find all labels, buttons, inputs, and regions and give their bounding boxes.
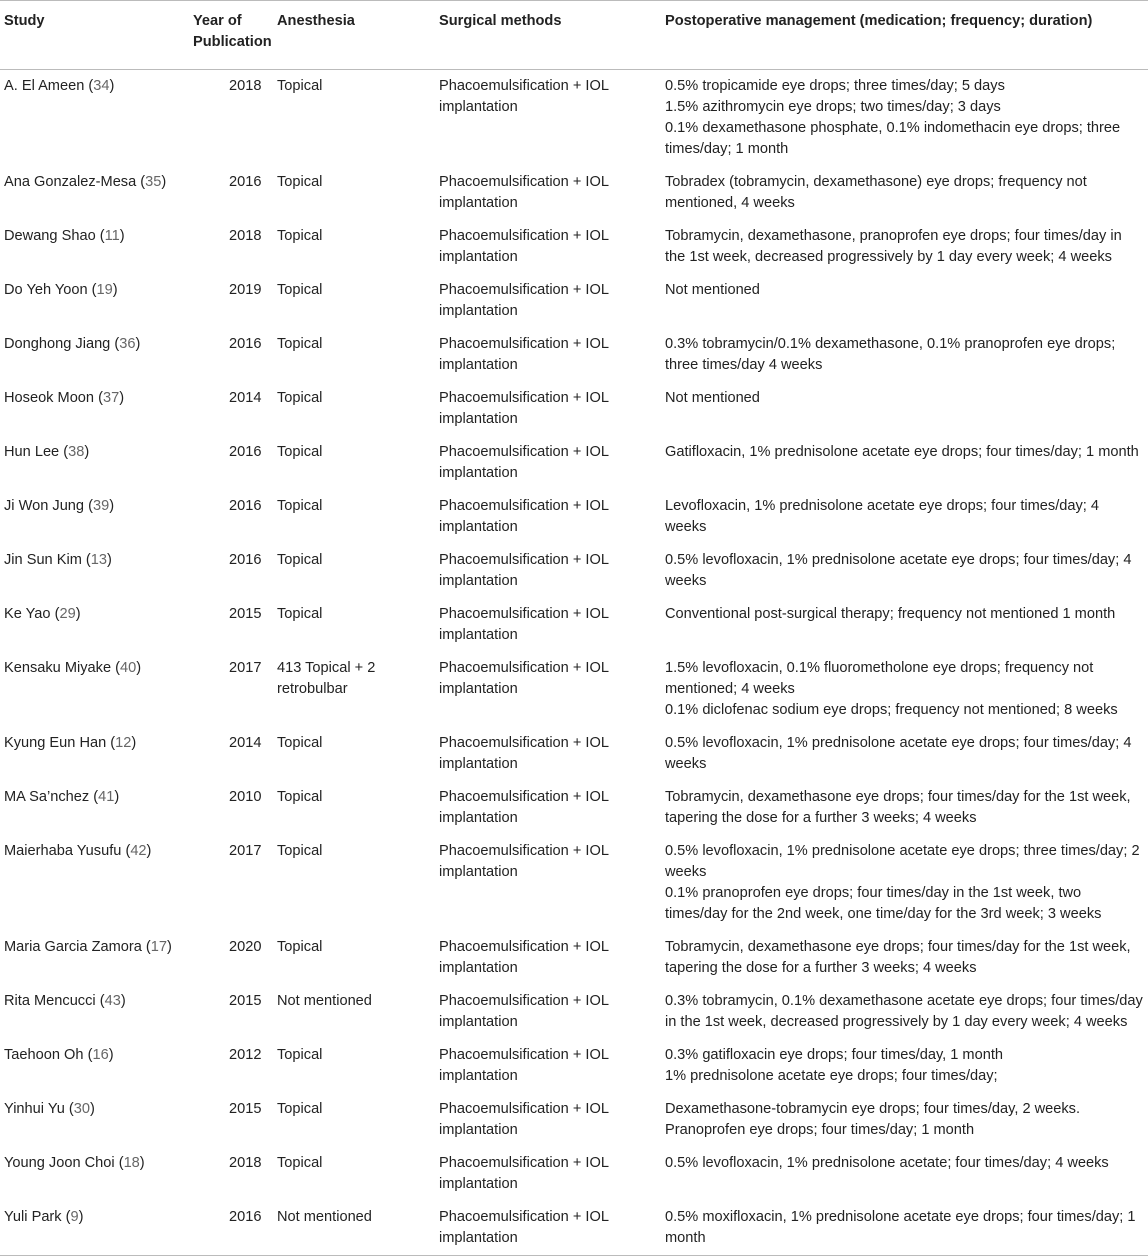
table-row <box>0 652 1148 727</box>
study-cell: Hun Lee (38) <box>4 444 90 460</box>
study-cell: Yuli Park (9) <box>4 1209 84 1225</box>
table-row <box>0 1039 1148 1093</box>
postoperative-line: Conventional post-surgical therapy; frequency not mentioned 1 month <box>665 606 1116 622</box>
anesthesia-cell: Not mentioned <box>277 993 372 1009</box>
table-row <box>0 166 1148 220</box>
study-name: Hoseok Moon <box>4 390 95 406</box>
study-name: Young Joon Choi <box>4 1155 115 1171</box>
anesthesia-cell: Topical <box>277 735 323 751</box>
anesthesia-cell: Topical <box>277 843 323 859</box>
study-name: Yuli Park <box>4 1209 62 1225</box>
surgical-method-cell: Phacoemulsification + IOL implantation <box>439 444 609 481</box>
postoperative-line: 0.3% gatifloxacin eye drops; four times/day, 1 month <box>665 1047 1003 1063</box>
postoperative-cell <box>665 1201 1148 1256</box>
year-cell: 2019 <box>229 282 262 298</box>
year-cell: 2018 <box>229 78 262 94</box>
surgical-method-cell: Phacoemulsification + IOL implantation <box>439 78 609 115</box>
postoperative-line: Levofloxacin, 1% prednisolone acetate eye drops; four times/day; 4 weeks <box>665 498 1100 535</box>
year-cell: 2018 <box>229 228 262 244</box>
header-anesthesia: Anesthesia <box>277 1 439 70</box>
study-cell: Jin Sun Kim (13) <box>4 552 112 568</box>
postoperative-cell <box>665 835 1148 931</box>
anesthesia-cell: Topical <box>277 282 323 298</box>
study-name: Ke Yao <box>4 606 51 622</box>
year-cell: 2015 <box>229 606 262 622</box>
table-row <box>0 70 1148 167</box>
anesthesia-cell: Topical <box>277 789 323 805</box>
reference-link[interactable]: 40 <box>120 660 137 676</box>
reference-link[interactable]: 41 <box>98 789 115 805</box>
study-name: Kyung Eun Han <box>4 735 107 751</box>
reference-link[interactable]: 30 <box>73 1101 91 1117</box>
reference-link[interactable]: 39 <box>92 498 110 514</box>
reference-link[interactable]: 17 <box>150 939 168 955</box>
reference-link[interactable]: 16 <box>92 1047 109 1063</box>
table-row <box>0 1147 1148 1201</box>
postoperative-cell <box>665 727 1148 781</box>
header-row <box>0 1 1148 70</box>
study-name: Donghong Jiang <box>4 336 111 352</box>
postoperative-cell <box>665 436 1148 490</box>
anesthesia-cell: Topical <box>277 498 323 514</box>
reference-link[interactable]: 13 <box>90 552 108 568</box>
anesthesia-cell: Topical <box>277 606 323 622</box>
postoperative-cell <box>665 1147 1148 1201</box>
table-row <box>0 1201 1148 1256</box>
postoperative-cell <box>665 490 1148 544</box>
postoperative-cell <box>665 328 1148 382</box>
surgical-method-cell: Phacoemulsification + IOL implantation <box>439 228 609 265</box>
anesthesia-cell: Topical <box>277 552 323 568</box>
postoperative-line: 0.5% levofloxacin, 1% prednisolone acetate eye drops; four times/day; 4 weeks <box>665 735 1132 772</box>
table-row <box>0 835 1148 931</box>
surgical-method-cell: Phacoemulsification + IOL implantation <box>439 282 609 319</box>
postoperative-line: 0.5% levofloxacin, 1% prednisolone acetate; four times/day; 4 weeks <box>665 1155 1109 1171</box>
postoperative-line: 0.1% dexamethasone phosphate, 0.1% indomethacin eye drops; three times/day; 1 month <box>665 120 1121 157</box>
reference-link[interactable]: 36 <box>119 336 136 352</box>
year-cell: 2014 <box>229 390 262 406</box>
year-cell: 2015 <box>229 993 262 1009</box>
surgical-method-cell: Phacoemulsification + IOL implantation <box>439 1209 609 1246</box>
postoperative-line: 0.5% levofloxacin, 1% prednisolone acetate eye drops; three times/day; 2 weeks <box>665 843 1140 880</box>
postoperative-cell <box>665 70 1148 167</box>
postoperative-cell <box>665 931 1148 985</box>
table-row <box>0 544 1148 598</box>
study-cell: Do Yeh Yoon (19) <box>4 282 118 298</box>
table-row <box>0 274 1148 328</box>
postoperative-cell <box>665 274 1148 328</box>
table-body <box>0 70 1148 1256</box>
surgical-method-cell: Phacoemulsification + IOL implantation <box>439 390 609 427</box>
surgical-method-cell: Phacoemulsification + IOL implantation <box>439 939 609 976</box>
study-name: Rita Mencucci <box>4 993 96 1009</box>
table-row <box>0 781 1148 835</box>
year-cell: 2015 <box>229 1101 262 1117</box>
surgical-method-cell: Phacoemulsification + IOL implantation <box>439 993 609 1030</box>
surgical-method-cell: Phacoemulsification + IOL implantation <box>439 552 609 589</box>
anesthesia-cell: Topical <box>277 390 323 406</box>
study-name: Maria Garcia Zamora <box>4 939 142 955</box>
study-cell: Maria Garcia Zamora (17) <box>4 939 172 955</box>
year-cell: 2016 <box>229 174 262 190</box>
surgical-method-cell: Phacoemulsification + IOL implantation <box>439 498 609 535</box>
reference-link[interactable]: 38 <box>68 444 85 460</box>
reference-link[interactable]: 43 <box>104 993 121 1009</box>
postoperative-line: Tobradex (tobramycin, dexamethasone) eye drops; frequency not mentioned, 4 weeks <box>665 174 1087 211</box>
study-cell: Ana Gonzalez-Mesa (35) <box>4 174 167 190</box>
study-name: Dewang Shao <box>4 228 96 244</box>
surgical-method-cell: Phacoemulsification + IOL implantation <box>439 1155 609 1192</box>
study-cell: Ke Yao (29) <box>4 606 81 622</box>
postoperative-line: 1.5% azithromycin eye drops; two times/day; 3 days <box>665 99 1001 115</box>
postoperative-line: Tobramycin, dexamethasone eye drops; four times/day for the 1st week, tapering the dose for a further 3 weeks; 4 weeks <box>665 789 1131 826</box>
postoperative-line: 0.5% tropicamide eye drops; three times/day; 5 days <box>665 78 1005 94</box>
surgical-method-cell: Phacoemulsification + IOL implantation <box>439 1101 609 1138</box>
study-cell: Kensaku Miyake (40) <box>4 660 142 676</box>
anesthesia-cell: Topical <box>277 1047 323 1063</box>
study-cell: Ji Won Jung (39) <box>4 498 115 514</box>
anesthesia-cell: Topical <box>277 78 323 94</box>
postoperative-line: Tobramycin, dexamethasone, pranoprofen eye drops; four times/day in the 1st week, decreased progressively by 1 day every week; 4 weeks <box>665 228 1122 265</box>
study-name: Ji Won Jung <box>4 498 85 514</box>
study-name: Hun Lee <box>4 444 60 460</box>
study-name: Jin Sun Kim <box>4 552 82 568</box>
postoperative-cell <box>665 1093 1148 1147</box>
postoperative-line: Not mentioned <box>665 390 760 406</box>
postoperative-line: 0.1% pranoprofen eye drops; four times/day in the 1st week, two times/day for the 2nd week, one time/day for the 3rd week; 3 weeks <box>665 885 1102 922</box>
postoperative-line: Gatifloxacin, 1% prednisolone acetate eye drops; four times/day; 1 month <box>665 444 1139 460</box>
surgical-method-cell: Phacoemulsification + IOL implantation <box>439 789 609 826</box>
postoperative-line: Not mentioned <box>665 282 760 298</box>
year-cell: 2016 <box>229 444 262 460</box>
postoperative-cell <box>665 985 1148 1039</box>
year-cell: 2017 <box>229 660 262 676</box>
postoperative-cell <box>665 166 1148 220</box>
table-row <box>0 436 1148 490</box>
postoperative-line: Pranoprofen eye drops; four times/day; 1 month <box>665 1122 975 1138</box>
table-row <box>0 220 1148 274</box>
anesthesia-cell: Topical <box>277 1155 323 1171</box>
postoperative-line: 0.5% levofloxacin, 1% prednisolone acetate eye drops; four times/day; 4 weeks <box>665 552 1132 589</box>
reference-link[interactable]: 19 <box>96 282 113 298</box>
study-name: A. El Ameen <box>4 78 85 94</box>
study-cell: Young Joon Choi (18) <box>4 1155 145 1171</box>
postoperative-line: 0.1% diclofenac sodium eye drops; frequency not mentioned; 8 weeks <box>665 702 1118 718</box>
year-cell: 2017 <box>229 843 262 859</box>
postoperative-cell <box>665 382 1148 436</box>
year-cell: 2016 <box>229 498 262 514</box>
reference-link[interactable]: 12 <box>115 735 132 751</box>
postoperative-line: 1.5% levofloxacin, 0.1% fluorometholone eye drops; frequency not mentioned; 4 weeks <box>665 660 1094 697</box>
study-name: Yinhui Yu <box>4 1101 65 1117</box>
year-cell: 2018 <box>229 1155 262 1171</box>
reference-link[interactable]: 37 <box>102 390 120 406</box>
table-row <box>0 382 1148 436</box>
study-name: MA Sa’nchez <box>4 789 90 805</box>
study-name: Do Yeh Yoon <box>4 282 88 298</box>
anesthesia-cell: Topical <box>277 336 323 352</box>
study-cell: Dewang Shao (11) <box>4 228 125 244</box>
year-cell: 2016 <box>229 1209 262 1225</box>
study-cell: A. El Ameen (34) <box>4 78 115 94</box>
postoperative-line: Dexamethasone-tobramycin eye drops; four times/day, 2 weeks. <box>665 1101 1081 1117</box>
surgical-method-cell: Phacoemulsification + IOL implantation <box>439 843 609 880</box>
postoperative-line: 0.3% tobramycin, 0.1% dexamethasone acetate eye drops; four times/day in the 1st week, decreased progressively by 1 day every week; 4 weeks <box>665 993 1143 1030</box>
anesthesia-cell: Topical <box>277 939 323 955</box>
reference-link[interactable]: 34 <box>93 78 110 94</box>
year-cell: 2016 <box>229 336 262 352</box>
table-row <box>0 598 1148 652</box>
header-year: Year of Publication <box>193 1 277 70</box>
anesthesia-cell: Topical <box>277 228 323 244</box>
header-study: Study <box>0 1 193 70</box>
postoperative-line: 0.5% moxifloxacin, 1% prednisolone acetate eye drops; four times/day; 1 month <box>665 1209 1136 1246</box>
surgical-method-cell: Phacoemulsification + IOL implantation <box>439 606 609 643</box>
header-postoperative-management: Postoperative management (medication; frequency; duration) <box>665 1 1148 70</box>
table-row <box>0 490 1148 544</box>
postoperative-line: 0.3% tobramycin/0.1% dexamethasone, 0.1% pranoprofen eye drops; three times/day 4 weeks <box>665 336 1116 373</box>
postoperative-cell <box>665 220 1148 274</box>
surgical-method-cell: Phacoemulsification + IOL implantation <box>439 660 609 697</box>
surgical-method-cell: Phacoemulsification + IOL implantation <box>439 336 609 373</box>
reference-link[interactable]: 9 <box>70 1209 79 1225</box>
year-cell: 2016 <box>229 552 262 568</box>
year-cell: 2010 <box>229 789 262 805</box>
study-cell: Kyung Eun Han (12) <box>4 735 137 751</box>
postoperative-line: 1% prednisolone acetate eye drops; four times/day; <box>665 1068 998 1084</box>
header-surgical-methods: Surgical methods <box>439 1 665 70</box>
postoperative-cell <box>665 598 1148 652</box>
year-cell: 2020 <box>229 939 262 955</box>
postoperative-cell <box>665 652 1148 727</box>
surgical-method-cell: Phacoemulsification + IOL implantation <box>439 735 609 772</box>
postoperative-cell <box>665 1039 1148 1093</box>
anesthesia-cell: Topical <box>277 444 323 460</box>
reference-link[interactable]: 11 <box>104 228 120 244</box>
reference-link[interactable]: 35 <box>145 174 162 190</box>
table-row <box>0 328 1148 382</box>
anesthesia-cell: Topical <box>277 174 323 190</box>
study-cell: Maierhaba Yusufu (42) <box>4 843 152 859</box>
table-row <box>0 1093 1148 1147</box>
study-name: Maierhaba Yusufu <box>4 843 122 859</box>
table-row <box>0 727 1148 781</box>
surgical-method-cell: Phacoemulsification + IOL implantation <box>439 1047 609 1084</box>
study-cell: Donghong Jiang (36) <box>4 336 141 352</box>
postoperative-line: Tobramycin, dexamethasone eye drops; four times/day for the 1st week, tapering the dose for a further 3 weeks; 4 weeks <box>665 939 1131 976</box>
year-cell: 2014 <box>229 735 262 751</box>
study-cell: Rita Mencucci (43) <box>4 993 126 1009</box>
study-name: Kensaku Miyake <box>4 660 112 676</box>
study-name: Taehoon Oh <box>4 1047 84 1063</box>
table-row <box>0 931 1148 985</box>
study-name: Ana Gonzalez-Mesa <box>4 174 137 190</box>
reference-link[interactable]: 18 <box>123 1155 140 1171</box>
study-cell: Taehoon Oh (16) <box>4 1047 114 1063</box>
year-cell: 2012 <box>229 1047 262 1063</box>
anesthesia-cell: Not mentioned <box>277 1209 372 1225</box>
postoperative-cell <box>665 781 1148 835</box>
postoperative-cell <box>665 544 1148 598</box>
study-cell: MA Sa’nchez (41) <box>4 789 120 805</box>
reference-link[interactable]: 42 <box>130 843 147 859</box>
reference-link[interactable]: 29 <box>59 606 76 622</box>
study-cell: Yinhui Yu (30) <box>4 1101 95 1117</box>
surgical-method-cell: Phacoemulsification + IOL implantation <box>439 174 609 211</box>
study-cell: Hoseok Moon (37) <box>4 390 125 406</box>
anesthesia-cell: Topical <box>277 1101 323 1117</box>
table-row <box>0 985 1148 1039</box>
anesthesia-cell: 413 Topical + 2 retrobulbar <box>277 660 376 697</box>
